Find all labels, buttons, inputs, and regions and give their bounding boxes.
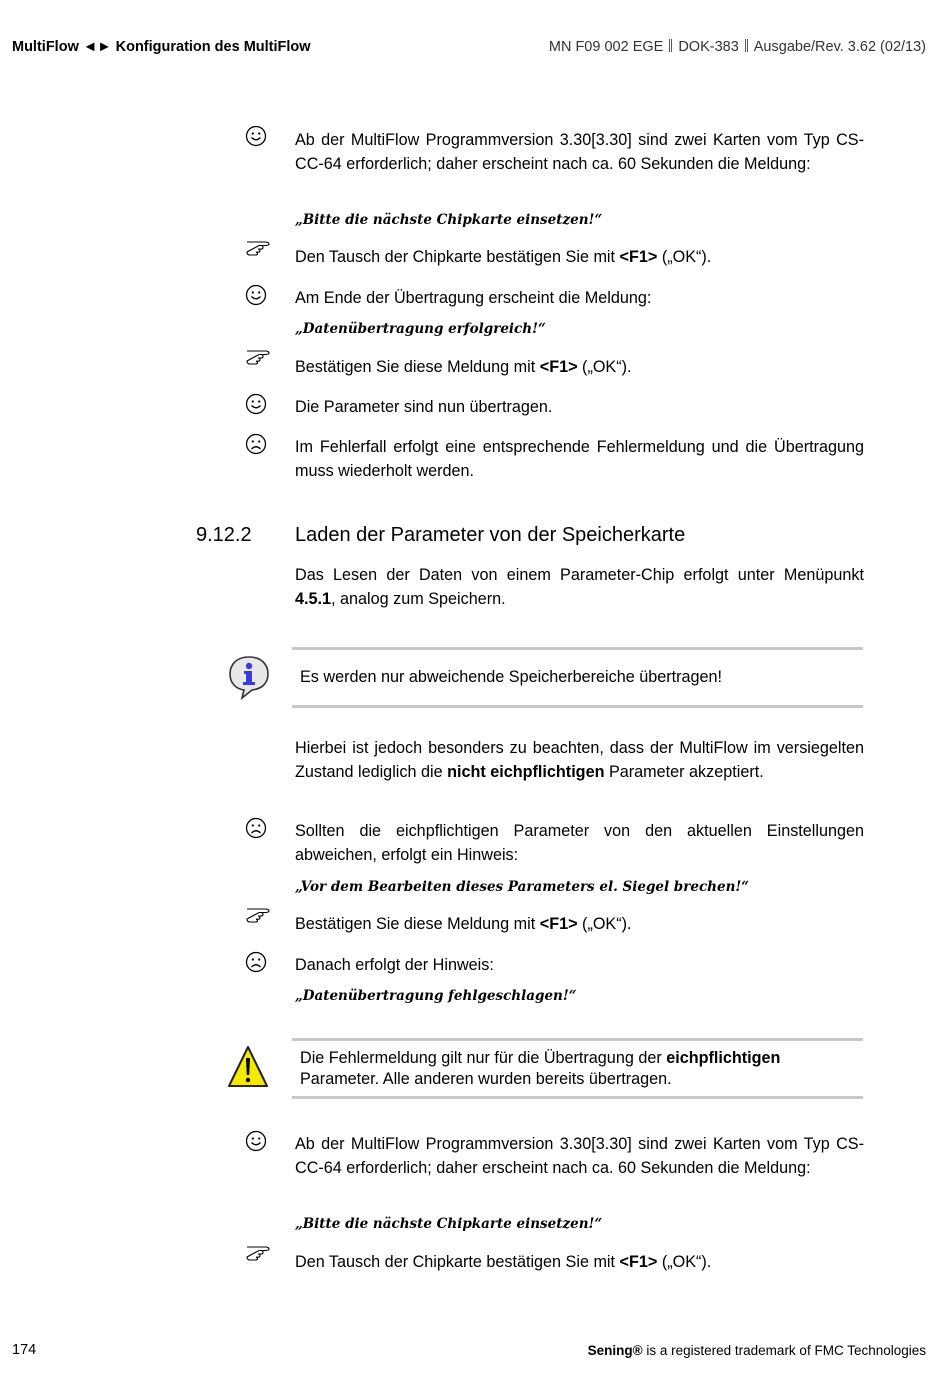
- paragraph: Im Fehlerfall erfolgt eine entsprechende Fehlermeldung und die Übertragung muss wiederholt werden.: [295, 438, 864, 480]
- paragraph: [295, 912, 864, 936]
- paragraph: [295, 245, 864, 269]
- header-doc-info: [549, 39, 926, 55]
- display-message: „Datenübertragung fehlgeschlagen!“: [295, 988, 577, 1004]
- header-prefix: MultiFlow: [12, 39, 79, 55]
- pointing-hand-icon: [245, 345, 275, 365]
- smiley-icon: [245, 393, 267, 415]
- paragraph: [295, 1250, 864, 1274]
- display-message: „Vor dem Bearbeiten dieses Parameters el. Siegel brechen!“: [295, 879, 750, 895]
- info-note-box: [292, 647, 863, 708]
- paragraph: [295, 736, 864, 784]
- text: Das Lesen der Daten von einem Parameter-Chip erfolgt unter Menüpunkt: [295, 566, 864, 584]
- key-label: <F1>: [619, 1253, 658, 1271]
- header-rev: Ausgabe/Rev. 3.62 (02/13): [753, 39, 926, 55]
- warning-icon: [227, 1044, 269, 1090]
- pointing-hand-icon: [245, 903, 275, 923]
- header-arrows: ◄►: [82, 39, 112, 55]
- display-message: „Bitte die nächste Chipkarte einsetzen!“: [295, 212, 603, 228]
- paragraph: Danach erfolgt der Hinweis:: [295, 956, 494, 974]
- section-title: Laden der Parameter von der Speicherkarte: [295, 524, 686, 546]
- bold-text: nicht eichpflichtigen: [447, 763, 605, 781]
- text: Den Tausch der Chipkarte bestätigen Sie mit: [295, 248, 620, 266]
- footer-trademark: [588, 1343, 926, 1358]
- text: Den Tausch der Chipkarte bestätigen Sie mit: [295, 1253, 620, 1271]
- frowny-icon: [245, 951, 267, 973]
- key-label: <F1>: [619, 248, 658, 266]
- header-title: [12, 39, 311, 55]
- frowny-icon: [245, 433, 267, 455]
- text: („OK“).: [577, 358, 632, 376]
- smiley-icon: [245, 125, 267, 147]
- paragraph: Sollten die eichpflichtigen Parameter von den aktuellen Einstellungen abweichen, erfolgt ein Hinweis:: [295, 822, 864, 864]
- key-label: <F1>: [539, 358, 578, 376]
- page-number: 174: [12, 1342, 37, 1358]
- text: , analog zum Speichern.: [331, 590, 506, 608]
- text: („OK“).: [657, 1253, 712, 1271]
- paragraph: Ab der MultiFlow Programmversion 3.30[3.30] sind zwei Karten vom Typ CS-CC-64 erforderlich; daher erscheint nach ca. 60 Sekunden die Meldung:: [295, 1135, 864, 1177]
- pointing-hand-icon: [245, 1241, 275, 1261]
- info-note-text: Es werden nur abweichende Speicherbereiche übertragen!: [300, 668, 723, 686]
- bold-text: eichpflichtigen: [666, 1049, 781, 1067]
- paragraph: Die Parameter sind nun übertragen.: [295, 398, 553, 416]
- section-number: 9.12.2: [196, 524, 252, 546]
- warning-note-box: [292, 1038, 863, 1099]
- text: Bestätigen Sie diese Meldung mit: [295, 915, 540, 933]
- header-doc-no: MN F09 002 EGE: [548, 39, 664, 55]
- header-dok: DOK-383: [678, 39, 739, 55]
- text: Hierbei ist jedoch besonders zu beachten, dass der MultiFlow im versiegelten Zustand lediglich die: [295, 739, 864, 781]
- text: („OK“).: [657, 248, 712, 266]
- text: Parameter akzeptiert.: [604, 763, 764, 781]
- paragraph: Am Ende der Übertragung erscheint die Meldung:: [295, 289, 652, 307]
- pointing-hand-icon: [245, 236, 275, 256]
- separator: [745, 39, 748, 52]
- separator: [669, 39, 672, 52]
- menu-number: 4.5.1: [295, 590, 332, 608]
- key-label: <F1>: [539, 915, 578, 933]
- smiley-icon: [245, 1130, 267, 1152]
- text: Die Fehlermeldung gilt nur für die Übertragung der: [300, 1049, 667, 1067]
- text: Bestätigen Sie diese Meldung mit: [295, 358, 540, 376]
- paragraph: Ab der MultiFlow Programmversion 3.30[3.30] sind zwei Karten vom Typ CS-CC-64 erforderlich; daher erscheint nach ca. 60 Sekunden die Meldung:: [295, 131, 864, 173]
- text: („OK“).: [577, 915, 632, 933]
- warning-note-text: [292, 1041, 863, 1090]
- text: is a registered trademark of FMC Technologies: [642, 1343, 926, 1358]
- text: Parameter. Alle anderen wurden bereits übertragen.: [300, 1070, 672, 1088]
- info-icon: [226, 654, 272, 700]
- smiley-icon: [245, 284, 267, 306]
- frowny-icon: [245, 817, 267, 839]
- display-message: „Bitte die nächste Chipkarte einsetzen!“: [295, 1216, 603, 1232]
- display-message: „Datenübertragung erfolgreich!“: [295, 321, 546, 337]
- paragraph: [295, 355, 864, 379]
- header-chapter: Konfiguration des MultiFlow: [115, 39, 311, 55]
- brand-name: Sening®: [587, 1343, 643, 1358]
- section-intro: [295, 563, 864, 611]
